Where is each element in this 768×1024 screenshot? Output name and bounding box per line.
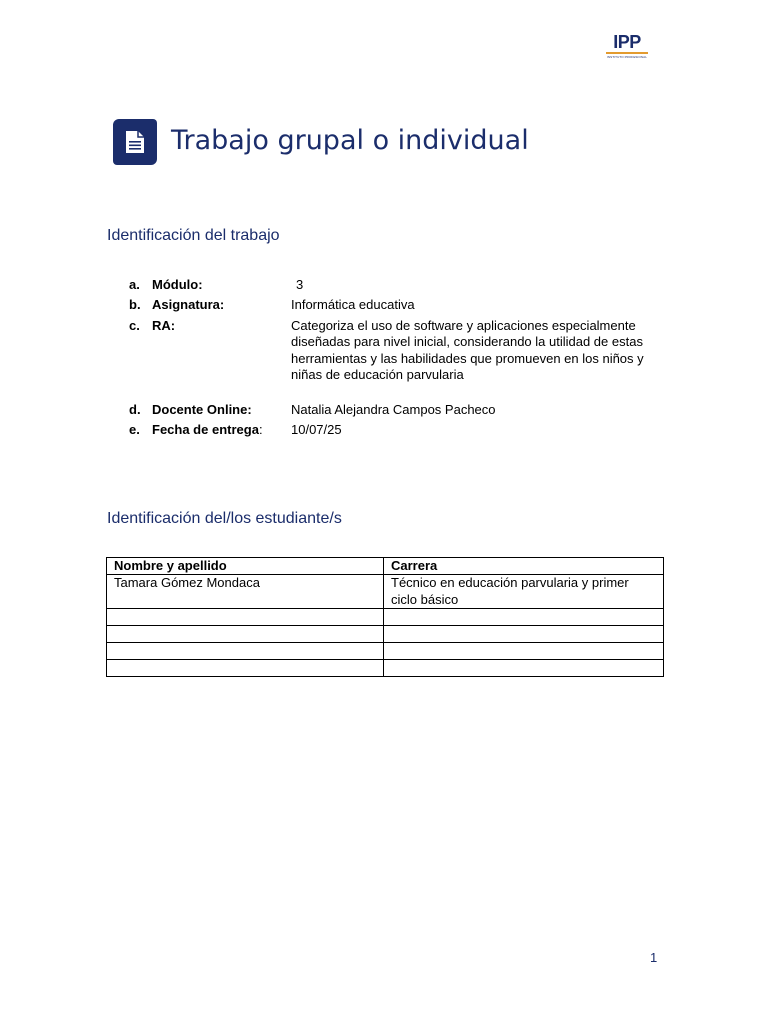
table-cell [107, 608, 384, 625]
info-letter: a. [129, 277, 140, 292]
info-letter: e. [129, 422, 140, 437]
work-identification-heading: Identificación del trabajo [107, 227, 280, 244]
table-cell: Técnico en educación parvularia y primer ciclo básico [384, 575, 664, 609]
info-value: 3 [296, 277, 304, 292]
table-row [107, 575, 664, 609]
logo-subtext: INSTITUTO PROFESIONAL [606, 55, 648, 59]
table-cell: Tamara Gómez Mondaca [107, 575, 384, 609]
table-cell [384, 625, 664, 642]
students-table [106, 557, 664, 677]
column-header-carrera: Carrera [384, 558, 664, 575]
table-cell [384, 659, 664, 676]
table-row [107, 625, 664, 642]
column-header-nombre: Nombre y apellido [107, 558, 384, 575]
table-row [107, 659, 664, 676]
page-number: 1 [650, 950, 658, 965]
table-cell [107, 625, 384, 642]
table-header-row [107, 558, 664, 575]
table-cell [107, 659, 384, 676]
logo-text: IPP [613, 32, 641, 52]
info-value: 10/07/25 [291, 422, 342, 437]
info-letter: b. [129, 297, 141, 312]
info-label: Módulo: [152, 277, 203, 292]
info-label: Docente Online: [152, 402, 252, 417]
table-row [107, 642, 664, 659]
info-value: Informática educativa [291, 297, 415, 312]
logo-underline [606, 52, 648, 54]
document-icon [113, 119, 157, 165]
info-value: Categoriza el uso de software y aplicaciones especialmente diseñadas para nivel inicial, considerando la utilidad de estas herramientas y las habilidades que promueven en los niños y niñas de educación parvularia [291, 318, 644, 382]
table-cell [384, 608, 664, 625]
info-value: Natalia Alejandra Campos Pacheco [291, 402, 496, 417]
student-identification-heading: Identificación del/los estudiante/s [107, 510, 342, 527]
info-letter: d. [129, 402, 141, 417]
info-label: RA: [152, 318, 176, 333]
table-cell [107, 642, 384, 659]
table-cell [384, 642, 664, 659]
ipp-logo [602, 32, 652, 60]
table-row [107, 608, 664, 625]
page-title: Trabajo grupal o individual [171, 125, 529, 156]
info-label: Fecha de entrega: [152, 422, 263, 437]
info-label: Asignatura: [152, 297, 225, 312]
info-letter: c. [129, 318, 140, 333]
